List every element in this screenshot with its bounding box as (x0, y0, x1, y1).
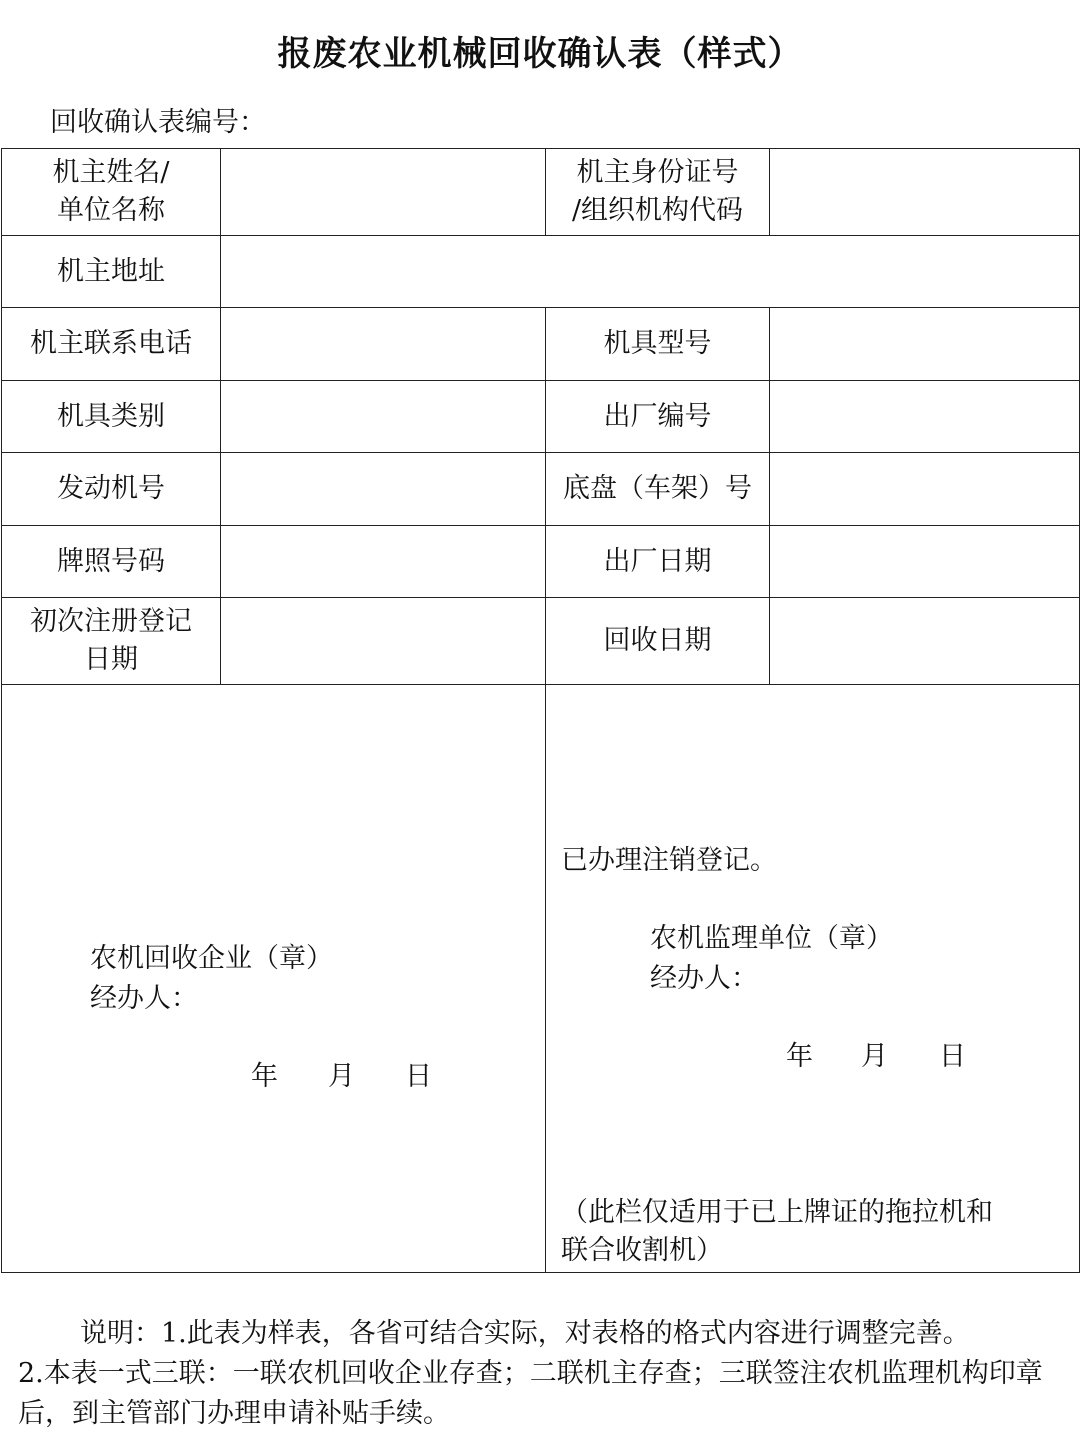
authority-date-day: 日 (939, 1041, 966, 1072)
plate-number-value[interactable] (221, 526, 546, 598)
machine-category-value[interactable] (221, 381, 546, 453)
recycle-date-label: 回收日期 (546, 598, 770, 685)
machine-model-label: 机具型号 (546, 308, 770, 381)
instructions-line-1: 说明：1.此表为样表，各省可结合实际，对表格的格式内容进行调整完善。 (80, 1318, 970, 1349)
first-registration-date-label: 初次注册登记 日期 (2, 598, 221, 685)
authority-date-year: 年 (786, 1041, 813, 1072)
first-registration-date-value[interactable] (221, 598, 546, 685)
instructions (18, 1314, 1068, 1434)
instructions-line-2: 2.本表一式三联：一联农机回收企业存查；二联机主存查；三联签注农机监理机构印章后，到主管部门办理申请补贴手续。 (18, 1358, 1043, 1429)
factory-date-value[interactable] (770, 526, 1080, 598)
factory-date-label: 出厂日期 (546, 526, 770, 598)
recycler-handler-label: 经办人： (90, 983, 198, 1014)
engine-number-label: 发动机号 (2, 453, 221, 526)
recycler-signature-cell[interactable] (2, 685, 546, 1273)
owner-phone-label: 机主联系电话 (2, 308, 221, 381)
authority-date-month: 月 (861, 1041, 888, 1072)
machine-model-value[interactable] (770, 308, 1080, 381)
chassis-number-label: 底盘（车架）号 (546, 453, 770, 526)
authority-seal: 农机监理单位（章） (650, 923, 893, 954)
factory-number-value[interactable] (770, 381, 1080, 453)
chassis-number-value[interactable] (770, 453, 1080, 526)
owner-id-value[interactable] (770, 149, 1080, 236)
recycler-date-day: 日 (405, 1061, 432, 1092)
applicability-note-line1: （此栏仅适用于已上牌证的拖拉机和 (561, 1197, 993, 1228)
deregistration-statement: 已办理注销登记。 (561, 845, 777, 876)
engine-number-value[interactable] (221, 453, 546, 526)
recycle-date-value[interactable] (770, 598, 1080, 685)
recycler-date-month: 月 (328, 1061, 355, 1092)
applicability-note-line2: 联合收割机） (561, 1235, 723, 1266)
owner-address-label: 机主地址 (2, 236, 221, 308)
recycler-company-seal: 农机回收企业（章） (90, 943, 333, 974)
owner-name-value[interactable] (221, 149, 546, 236)
form-title: 报废农业机械回收确认表（样式） (277, 34, 803, 74)
owner-address-value[interactable] (221, 236, 1080, 308)
recycle-confirmation-table (1, 148, 1080, 1273)
recycler-date-year: 年 (251, 1061, 278, 1092)
form-number-label: 回收确认表编号： (50, 107, 266, 138)
factory-number-label: 出厂编号 (546, 381, 770, 453)
owner-id-label: 机主身份证号 /组织机构代码 (546, 149, 770, 236)
owner-name-label: 机主姓名/ 单位名称 (2, 149, 221, 236)
authority-handler-label: 经办人： (650, 963, 758, 994)
authority-signature-cell[interactable] (546, 685, 1080, 1273)
machine-category-label: 机具类别 (2, 381, 221, 453)
plate-number-label: 牌照号码 (2, 526, 221, 598)
owner-phone-value[interactable] (221, 308, 546, 381)
